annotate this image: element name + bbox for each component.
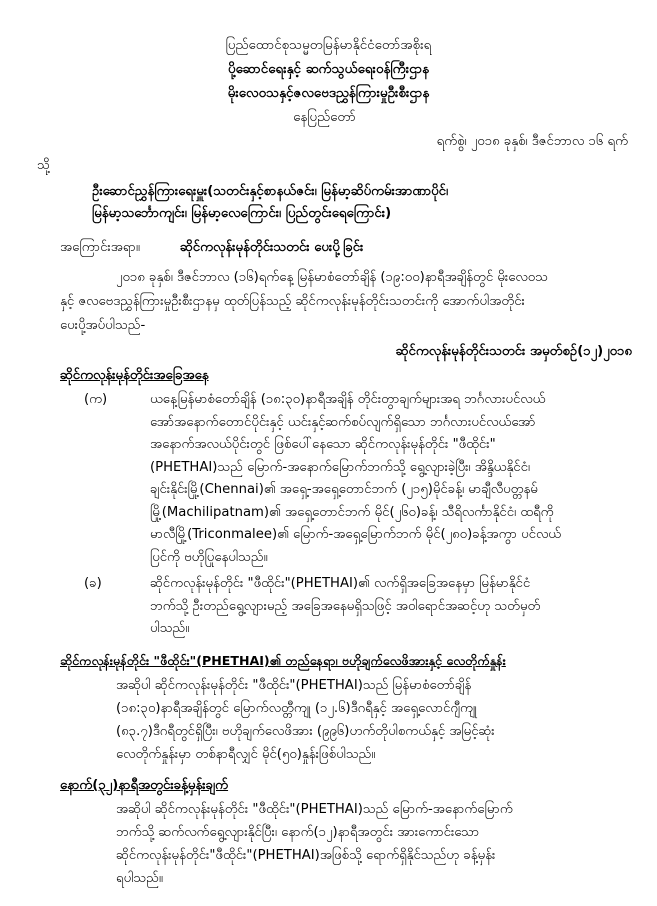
item-a-line: ယနေ့မြန်မာစံတော်ချိန် (၁၈:၃၀)နာရီအချိန် တိုင်းတွာချက်များအရ ဘင်္ဂလားပင်လယ်: [150, 392, 546, 407]
section2-text: [116, 676, 636, 699]
item-b-line: ဘက်သို့ ဦးတည်ရွေ့လျားမည့် အခြေအနေမရှိသဖြင့် အဝါရောင်အဆင့်ဟု သတ်မှတ်: [150, 598, 541, 614]
intro-line-3: ပေးပို့အပ်ပါသည်-: [60, 318, 146, 333]
item-a-line: အော်အနောက်တောင်ပိုင်းနှင့် ယင်းနှင့်ဆက်စပ်လျက်ရှိသော ဘင်္ဂလားပင်လယ်အော်: [150, 414, 536, 430]
bulletin-title: ဆိုင်ကလုန်းမုန်တိုင်းသတင်း အမှတ်စဉ်(၁၂)၂၀၁၈: [395, 344, 632, 359]
section-heading-forecast: နောက်(၃၂)နာရီအတွင်းခန့်မှန်းချက်: [60, 778, 229, 793]
header-ministry-government: ပြည်ထောင်စုသမ္မတမြန်မာနိုင်ငံတော်အစိုးရ: [225, 38, 432, 53]
section3-line: ဘက်သို့ ဆက်လက်ရွေ့လျားနိုင်ပြီး၊ နောက်(၁၂)နာရီအတွင်း အားကောင်းသော: [116, 825, 480, 840]
header-department: မိုးလေဝသနှင့်ဇလဗေဒညွှန်ကြားမှုဦးစီးဌာန: [227, 86, 430, 101]
section3-text: [116, 800, 636, 892]
item-b-marker: (ခ): [84, 576, 102, 591]
item-a-line: အနောက်အလယ်ပိုင်းတွင် ဖြစ်ပေါ်နေသော ဆိုင်ကလုန်းမုန်တိုင်း "ဖီထိုင်း": [150, 437, 496, 452]
recipient-line-2: မြန်မာ့သင်္ဘောကျင်း၊ မြန်မာ့လေကြောင်း၊ ပြည်တွင်းရေကြောင်း): [92, 206, 392, 221]
section2-line: (၁၈:၃၀)နာရီအချိန်တွင် မြောက်လတ္တီကျု (၁၂.၆)ဒီဂရီနှင့် အရှေ့လောင်ဂျီကျု: [116, 701, 477, 716]
recipient-line-1: ဦးဆောင်ညွှန်ကြားရေးမှူး(သတင်းနှင့်စာနယ်ဇင်း၊ မြန်မာ့ဆိပ်ကမ်းအာဏာပိုင်၊: [92, 184, 449, 199]
to-label: သို့: [37, 158, 50, 173]
subject-text: ဆိုင်ကလုန်းမုန်တိုင်းသတင်း ပေးပို့ခြင်း: [180, 240, 364, 255]
item-a-line: ပြင်ကို ဗဟိုပြုနေပါသည်။: [150, 549, 268, 565]
section2-line: လေတိုက်နှုန်းမှာ တစ်နာရီလျှင် မိုင်(၅၀)နှုန်းဖြစ်ပါသည်။: [116, 747, 376, 762]
letter-date: ရက်စွဲ၊ ၂၀၁၈ ခုနှစ်၊ ဒီဇင်ဘာလ ၁၆ ရက်: [436, 134, 628, 149]
item-b-line: ဆိုင်ကလုန်းမုန်တိုင်း "ဖီထိုင်း"(PHETHAI)၏ လက်ရှိအခြေအနေမှာ မြန်မာနိုင်ငံ: [150, 576, 531, 591]
section3-line: ဆိုင်ကလုန်းမုန်တိုင်း"ဖီထိုင်း"(PHETHAI)အဖြစ်သို့ ရောက်ရှိနိုင်သည်ဟု ခန့်မှန်း: [116, 848, 496, 863]
item-a-line: (PHETHAI)သည် မြောက်-အနောက်မြောက်ဘက်သို့ ရွေ့လျားခဲ့ပြီး၊ အိန္ဒိယနိုင်ငံ၊: [150, 459, 531, 475]
item-b-line: ပါသည်။: [150, 621, 190, 636]
intro-line-1: ၂၀၁၈ ခုနှစ်၊ ဒီဇင်ဘာလ (၁၆)ရက်နေ့ မြန်မာစံတော်ချိန် (၁၉:၀၀)နာရီအချိန်တွင် မိုးလေဝသ: [116, 270, 548, 285]
item-a-line: ချင်းနိုင်းမြို့(Chennai)၏ အရှေ့-အရှေ့တောင်ဘက် (၂၁၅)မိုင်ခန့်၊ မာချီလီပတ္တနမ်: [150, 482, 538, 497]
section-heading-cyclone-condition: ဆိုင်ကလုန်းမုန်တိုင်းအခြေအနေ: [60, 368, 209, 383]
header-city: နေပြည်တော်: [293, 110, 356, 125]
item-a-line: မာလီမြို့(Triconmalee)၏ မြောက်-အရှေ့မြောက်ဘက် မိုင်(၂၈၀)ခန့်အကွာ ပင်လယ်: [150, 527, 562, 542]
section2-line: (၈၃.၇)ဒီဂရီတွင်ရှိပြီး၊ ဗဟိုချက်လေဖိအား (၉၉၆)ဟက်တိုပါစကယ်နှင့် အမြင့်ဆုံး: [116, 724, 495, 739]
section3-line: ရပါသည်။: [116, 871, 163, 886]
item-b-text: [150, 574, 635, 642]
section-heading-position-pressure-wind: ဆိုင်ကလုန်းမုန်တိုင်း "ဖီထိုင်း"(PHETHAI)၏ တည်နေရာ၊ ဗဟိုချက်လေဖိအားနှင့် လေတိုက်နှုန်း: [60, 653, 506, 668]
item-a-line: မြို့(Machilipatnam)၏ အရှေ့တောင်ဘက် မိုင်(၂၆၀)ခန့်၊ သီရိလင်္ကာနိုင်ငံ၊ ထရီကို: [150, 504, 554, 520]
section2-text-rest: [116, 699, 636, 768]
item-a-text: [150, 390, 635, 570]
item-a-marker: (က): [84, 392, 108, 407]
section3-line: အဆိုပါ ဆိုင်ကလုန်းမုန်တိုင်း "ဖီထိုင်း"(PHETHAI)သည် မြောက်-အနောက်မြောက်: [116, 802, 513, 817]
header-ministry: ပို့ဆောင်ရေးနှင့် ဆက်သွယ်ရေးဝန်ကြီးဌာန: [227, 62, 430, 77]
intro-line-2: နှင့် ဇလဗေဒညွှန်ကြားမှုဦးစီးဌာနမှ ထုတ်ပြန်သည့် ဆိုင်ကလုန်းမုန်တိုင်းသတင်းကို အောက်ပါအတိုင်း: [60, 294, 525, 309]
subject-label: အကြောင်းအရာ။: [60, 240, 140, 255]
section2-line: အဆိုပါ ဆိုင်ကလုန်းမုန်တိုင်း "ဖီထိုင်း"(PHETHAI)သည် မြန်မာစံတော်ချိန်: [116, 678, 472, 693]
